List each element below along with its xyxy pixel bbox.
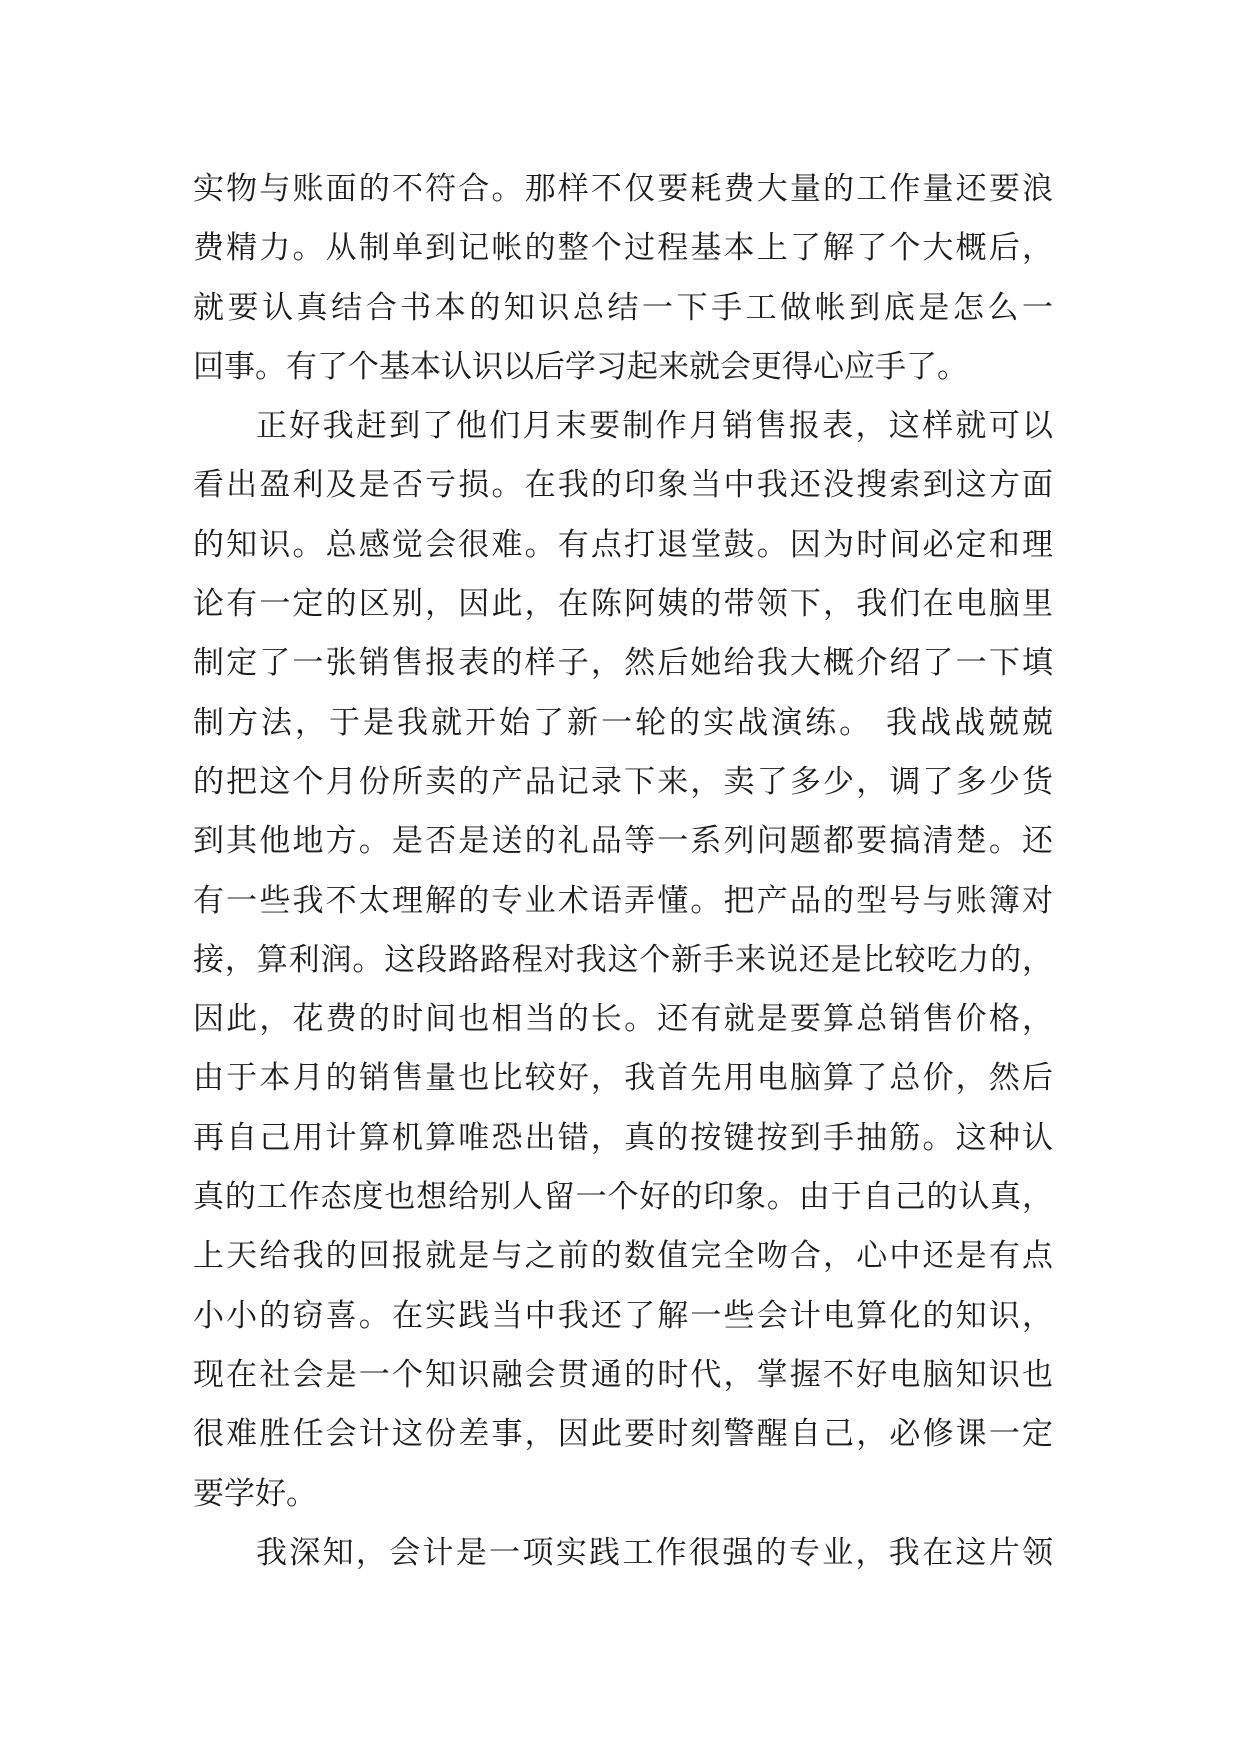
text-line: 就要认真结合书本的知识总结一下手工做帐到底是怎么一 [193, 289, 1053, 326]
text-line: 要学好。 [193, 1475, 317, 1512]
text-line: 制方法，于是我就开始了新一轮的实战演练。 我战战兢兢 [193, 704, 1053, 741]
text-line: 很难胜任会计这份差事，因此要时刻警醒自己，必修课一定 [193, 1416, 1053, 1453]
text-line: 回事。有了个基本认识以后学习起来就会更得心应手了。 [193, 348, 968, 385]
text-line: 的知识。总感觉会很难。有点打退堂鼓。因为时间必定和理 [193, 526, 1053, 563]
text-line: 因此，花费的时间也相当的长。还有就是要算总销售价格， [193, 1001, 1053, 1038]
text-line: 上天给我的回报就是与之前的数值完全吻合，心中还是有点 [193, 1238, 1053, 1275]
text-line: 论有一定的区别，因此，在陈阿姨的带领下，我们在电脑里 [193, 586, 1053, 623]
text-line: 看出盈利及是否亏损。在我的印象当中我还没搜索到这方面 [193, 467, 1053, 504]
text-line: 现在社会是一个知识融会贯通的时代，掌握不好电脑知识也 [193, 1356, 1053, 1393]
text-line: 有一些我不太理解的专业术语弄懂。把产品的型号与账簿对 [193, 882, 1053, 919]
document-body [193, 160, 1053, 1583]
text-line: 制定了一张销售报表的样子，然后她给我大概介绍了一下填 [193, 645, 1053, 682]
text-line: 真的工作态度也想给别人留一个好的印象。由于自己的认真， [193, 1179, 1053, 1216]
text-line: 到其他地方。是否是送的礼品等一系列问题都要搞清楚。还 [193, 823, 1053, 860]
text-line: 接，算利润。这段路路程对我这个新手来说还是比较吃力的， [193, 941, 1053, 978]
text-line: 小小的窃喜。在实践当中我还了解一些会计电算化的知识， [193, 1297, 1053, 1334]
text-line: 费精力。从制单到记帐的整个过程基本上了解了个大概后， [193, 230, 1053, 267]
text-line: 实物与账面的不符合。那样不仅要耗费大量的工作量还要浪 [193, 171, 1053, 207]
text-line: 的把这个月份所卖的产品记录下来，卖了多少，调了多少货 [193, 763, 1053, 800]
text-line: 我深知，会计是一项实践工作很强的专业，我在这片领 [256, 1534, 1053, 1571]
text-line: 再自己用计算机算唯恐出错，真的按键按到手抽筋。这种认 [193, 1119, 1053, 1156]
text-line: 由于本月的销售量也比较好，我首先用电脑算了总价，然后 [193, 1060, 1053, 1097]
text-line: 正好我赶到了他们月末要制作月销售报表，这样就可以 [256, 408, 1053, 445]
